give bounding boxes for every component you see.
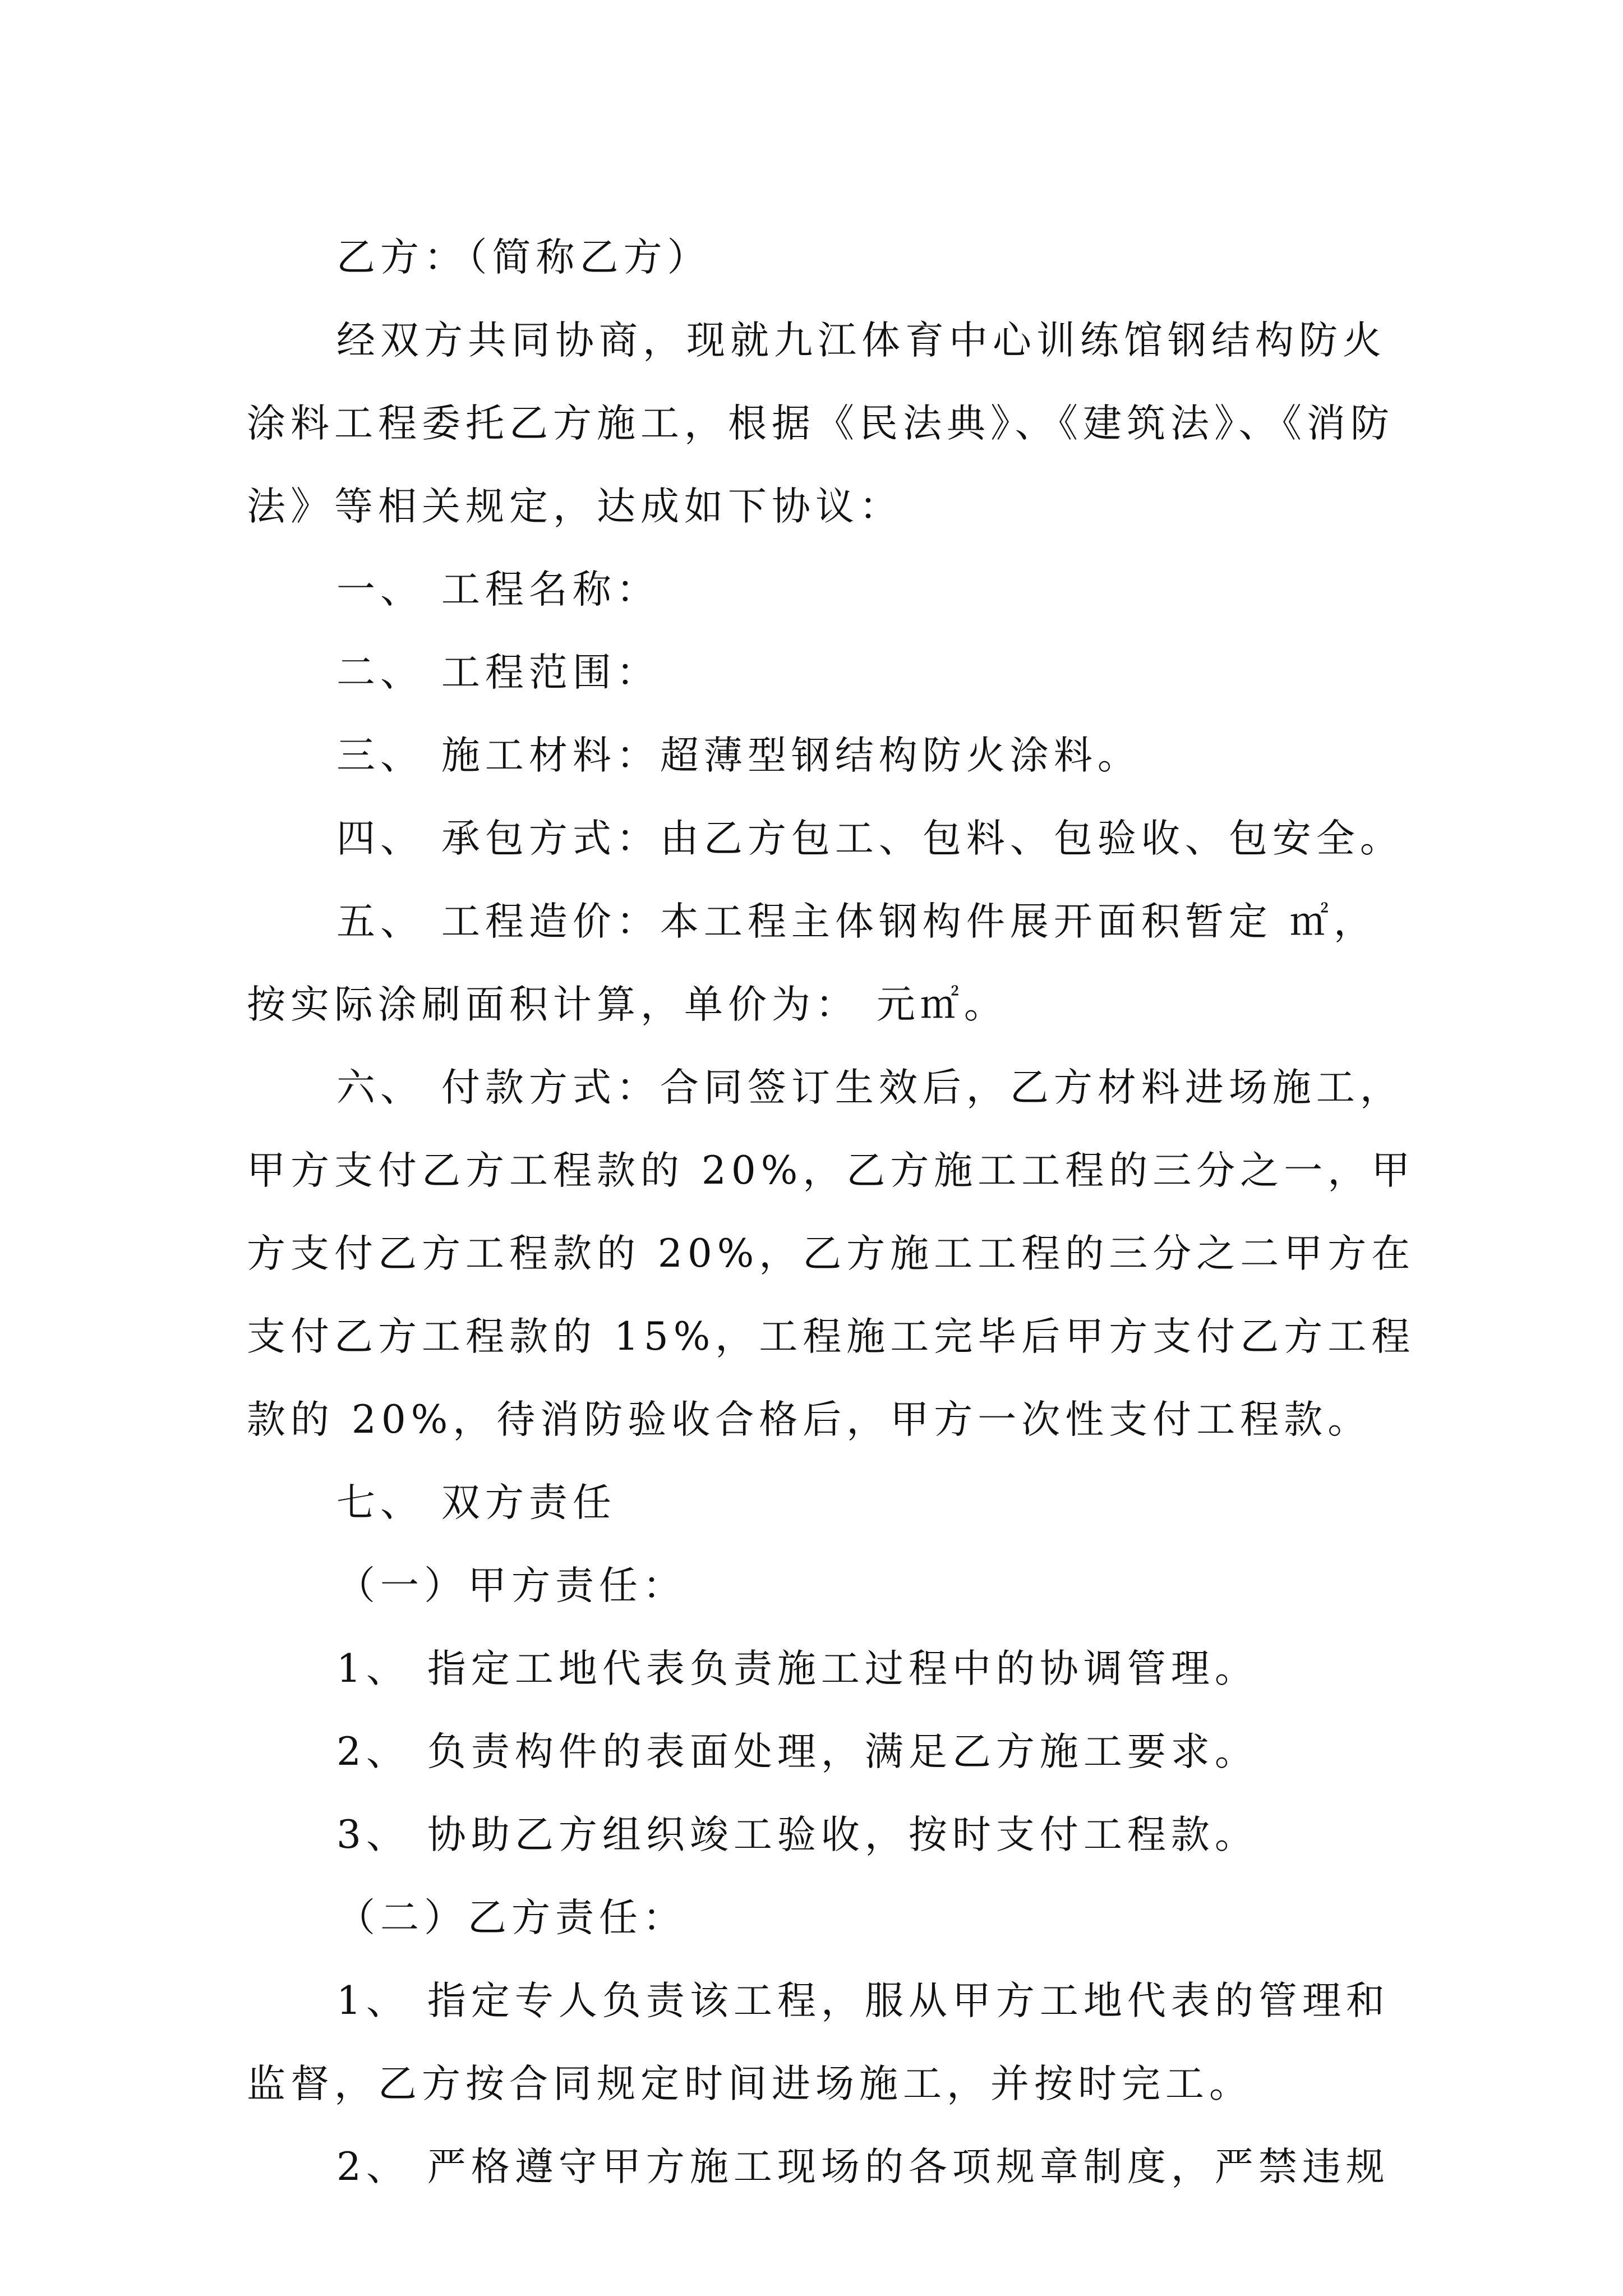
preamble-paragraph (247, 299, 1396, 548)
text-line: （一）甲方责任： (336, 1563, 686, 1608)
text-line: 七、 双方责任 (336, 1480, 616, 1525)
text-line: 支付乙方工程款的 15%，工程施工完毕后甲方支付乙方工程 (247, 1314, 1415, 1359)
party-b-item-2 (247, 2125, 1396, 2208)
party-b-line (247, 216, 1396, 299)
text-line: 五、 工程造价：本工程主体钢构件展开面积暂定 ㎡， (336, 899, 1377, 944)
text-line: 一、 工程名称： (336, 567, 660, 612)
party-a-item-3 (247, 1793, 1396, 1876)
text-line: 甲方支付乙方工程款的 20%，乙方施工工程的三分之一，甲 (247, 1148, 1415, 1193)
text-line: 四、 承包方式：由乙方包工、包料、包验收、包安全。 (336, 816, 1404, 861)
text-line: 乙方：（简称乙方） (336, 235, 711, 280)
text-line: 六、 付款方式：合同签订生效后，乙方材料进场施工， (336, 1065, 1404, 1110)
clause-project-cost (247, 880, 1396, 1046)
text-line: 方支付乙方工程款的 20%，乙方施工工程的三分之二甲方在 (247, 1231, 1415, 1276)
party-a-responsibilities-heading (247, 1544, 1396, 1627)
text-line: 三、 施工材料：超薄型钢结构防火涂料。 (336, 733, 1141, 778)
clause-contract-method (247, 797, 1404, 880)
document-page (247, 216, 1415, 2208)
text-line: 1、 指定专人负责该工程，服从甲方工地代表的管理和 (336, 1978, 1390, 2023)
text-line: 2、 负责构件的表面处理，满足乙方施工要求。 (336, 1729, 1258, 1774)
text-line: 法》等相关规定，达成如下协议： (247, 484, 903, 529)
text-line: 2、 严格遵守甲方施工现场的各项规章制度，严禁违规 (336, 2145, 1390, 2189)
clause-payment-method (247, 1046, 1415, 1461)
clause-project-name (247, 548, 1396, 631)
text-line: 1、 指定工地代表负责施工过程中的协调管理。 (336, 1646, 1258, 1691)
text-line: 款的 20%，待消防验收合格后，甲方一次性支付工程款。 (247, 1397, 1372, 1442)
text-line: 涂料工程委托乙方施工，根据《民法典》、《建筑法》、《消防 (247, 401, 1394, 446)
party-a-item-2 (247, 1710, 1396, 1793)
party-b-item-1 (247, 1959, 1396, 2125)
text-line: 二、 工程范围： (336, 650, 660, 695)
text-line: 3、 协助乙方组织竣工验收，按时支付工程款。 (336, 1812, 1258, 1857)
text-line: 按实际涂刷面积计算，单价为： 元㎡。 (247, 982, 1008, 1027)
clause-project-scope (247, 631, 1396, 714)
party-b-responsibilities-heading (247, 1876, 1396, 1959)
party-a-item-1 (247, 1627, 1396, 1710)
text-line: 经双方共同协商，现就九江体育中心训练馆钢结构防火 (336, 318, 1386, 363)
clause-responsibilities-heading (247, 1461, 1396, 1544)
clause-materials (247, 714, 1396, 797)
text-line: （二）乙方责任： (336, 1895, 686, 1940)
text-line: 监督，乙方按合同规定时间进场施工，并按时完工。 (247, 2062, 1253, 2106)
